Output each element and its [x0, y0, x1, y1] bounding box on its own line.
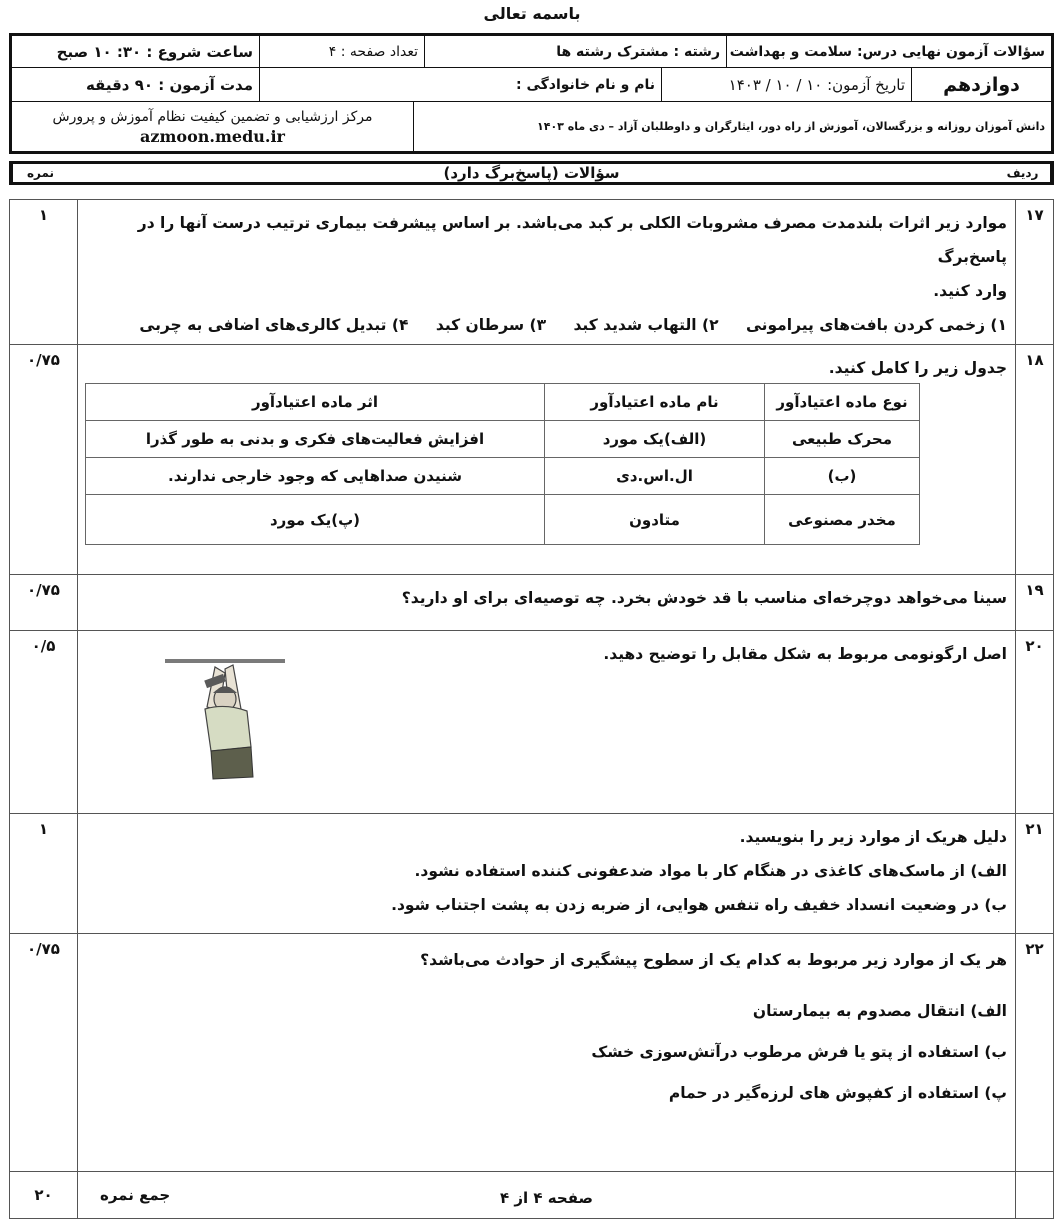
- question-row-21: [10, 814, 1053, 934]
- question-text-cont: وارد کنید.: [933, 282, 1007, 300]
- table-cell: (پ)یک مورد: [86, 495, 545, 545]
- question-score: ۱: [10, 814, 78, 933]
- question-score: ۰/۷۵: [10, 934, 78, 1171]
- table-header: اثر ماده اعتیادآور: [86, 384, 545, 421]
- footer-number-cell: [1015, 1172, 1053, 1218]
- table-header: نام ماده اعتیادآور: [545, 384, 765, 421]
- option-1: ۱) زخمی کردن بافت‌های پیرامونی: [745, 316, 1007, 334]
- table-cell: متادون: [545, 495, 765, 545]
- question-number: ۱۹: [1015, 575, 1053, 630]
- question-row-20: [10, 631, 1053, 814]
- question-score: ۱: [10, 200, 78, 344]
- question-body: [78, 200, 1015, 344]
- question-body: [78, 575, 1015, 630]
- question-text: اصل ارگونومی مربوط به شکل مقابل را توضیح دهید.: [603, 645, 1007, 663]
- website-link[interactable]: azmoon.medu.ir: [140, 126, 285, 146]
- assessment-center: [12, 102, 413, 151]
- question-item: الف) از ماسک‌های کاغذی در هنگام کار با مواد ضدعفونی کننده استفاده نشود.: [414, 862, 1007, 880]
- option-2: ۲) التهاب شدید کبد: [573, 316, 719, 334]
- score-column-label: نمره: [12, 164, 68, 182]
- question-number: ۲۲: [1015, 934, 1053, 1171]
- question-body: [78, 814, 1015, 933]
- question-text: دلیل هریک از موارد زیر را بنویسید.: [739, 828, 1007, 846]
- table-row: [86, 458, 920, 495]
- table-header: نوع ماده اعتیادآور: [765, 384, 920, 421]
- table-row: [86, 421, 920, 458]
- question-item: ب) در وضعیت انسداد خفیف راه تنفس هوایی، از ضربه زدن به پشت اجتناب شود.: [391, 896, 1007, 914]
- question-number: ۱۸: [1015, 345, 1053, 574]
- question-text: موارد زیر اثرات بلندمدت مصرف مشروبات الکلی بر کبد می‌باشد. بر اساس پیشرفت بیماری ترتیب درست آنها را در پاسخ‌برگ: [137, 214, 1007, 266]
- table-cell: ال.اس.دی: [545, 458, 765, 495]
- field-label: رشته : مشترک رشته ها: [424, 36, 726, 68]
- exam-duration: مدت آزمون : ۹۰ دقیقه: [12, 68, 259, 102]
- page-count: تعداد صفحه : ۴: [259, 36, 424, 68]
- footer-row: [10, 1172, 1053, 1218]
- students-scope-line: دانش آموزان روزانه و بزرگسالان، آموزش از راه دور، ایثارگران و داوطلبان آزاد – دی ماه ۱۴۰۳: [413, 102, 1051, 151]
- table-cell: (ب): [765, 458, 920, 495]
- questions-title: سؤالات (پاسخ‌برگ دارد): [443, 164, 620, 182]
- page-indicator: صفحه ۴ از ۴: [500, 1189, 593, 1207]
- question-score: ۰/۷۵: [10, 575, 78, 630]
- question-item: ب) استفاده از پتو یا فرش مرطوب درآتش‌سوزی خشک: [591, 1043, 1007, 1061]
- question-number: ۲۰: [1015, 631, 1053, 813]
- total-score-label: جمع نمره: [100, 1186, 171, 1204]
- bismillah-heading: باسمه تعالی: [483, 4, 581, 23]
- table-cell: محرک طبیعی: [765, 421, 920, 458]
- table-cell: شنیدن صداهایی که وجود خارجی ندارند.: [86, 458, 545, 495]
- questions-table: [9, 199, 1054, 1219]
- question-item: الف) انتقال مصدوم به بیمارستان: [752, 1002, 1007, 1020]
- table-header-row: [86, 384, 920, 421]
- question-number: ۲۱: [1015, 814, 1053, 933]
- question-row-19: [10, 575, 1053, 631]
- total-score-value: ۲۰: [10, 1172, 78, 1218]
- question-score: ۰/۵: [10, 631, 78, 813]
- question-text: سینا می‌خواهد دوچرخه‌ای مناسب با قد خودش بخرد. چه توصیه‌ای برای او دارید؟: [401, 589, 1007, 607]
- table-row: [86, 495, 920, 545]
- question-row-17: [10, 200, 1053, 345]
- question-item: پ) استفاده از کفپوش های لرزه‌گیر در حمام: [668, 1084, 1007, 1102]
- exam-header-table: [9, 33, 1054, 154]
- table-cell: مخدر مصنوعی: [765, 495, 920, 545]
- question-row-18: [10, 345, 1053, 575]
- question-body: [78, 934, 1015, 1171]
- question-score: ۰/۷۵: [10, 345, 78, 574]
- center-name: مرکز ارزشیابی و تضمین کیفیت نظام آموزش و پرورش: [52, 108, 373, 125]
- question-options: [86, 308, 1007, 342]
- grade-label: دوازدهم: [911, 68, 1051, 102]
- exam-date: تاریخ آزمون: ۱۰ / ۱۰ / ۱۴۰۳: [661, 68, 911, 102]
- option-3: ۳) سرطان کبد: [435, 316, 547, 334]
- question-text: هر یک از موارد زیر مربوط به کدام یک از سطوح پیشگیری از حوادث می‌باشد؟: [420, 951, 1007, 969]
- addictive-substances-table: [85, 383, 920, 545]
- option-4: ۴) تبدیل کالری‌های اضافی به چربی: [139, 316, 409, 334]
- table-cell: (الف)یک مورد: [545, 421, 765, 458]
- exam-title: سؤالات آزمون نهایی درس: سلامت و بهداشت: [726, 36, 1051, 68]
- row-column-label: ردیف: [995, 164, 1051, 182]
- man-reaching-overhead-illustration: [155, 659, 285, 789]
- question-text: جدول زیر را کامل کنید.: [828, 359, 1007, 377]
- question-body: [78, 345, 1015, 574]
- questions-header-bar: [9, 161, 1054, 185]
- student-name-field[interactable]: نام و نام خانوادگی :: [259, 68, 661, 102]
- start-time: ساعت شروع : ۳۰: ۱۰ صبح: [12, 36, 259, 68]
- table-cell: افزایش فعالیت‌های فکری و بدنی به طور گذرا: [86, 421, 545, 458]
- question-number: ۱۷: [1015, 200, 1053, 344]
- question-row-22: [10, 934, 1053, 1172]
